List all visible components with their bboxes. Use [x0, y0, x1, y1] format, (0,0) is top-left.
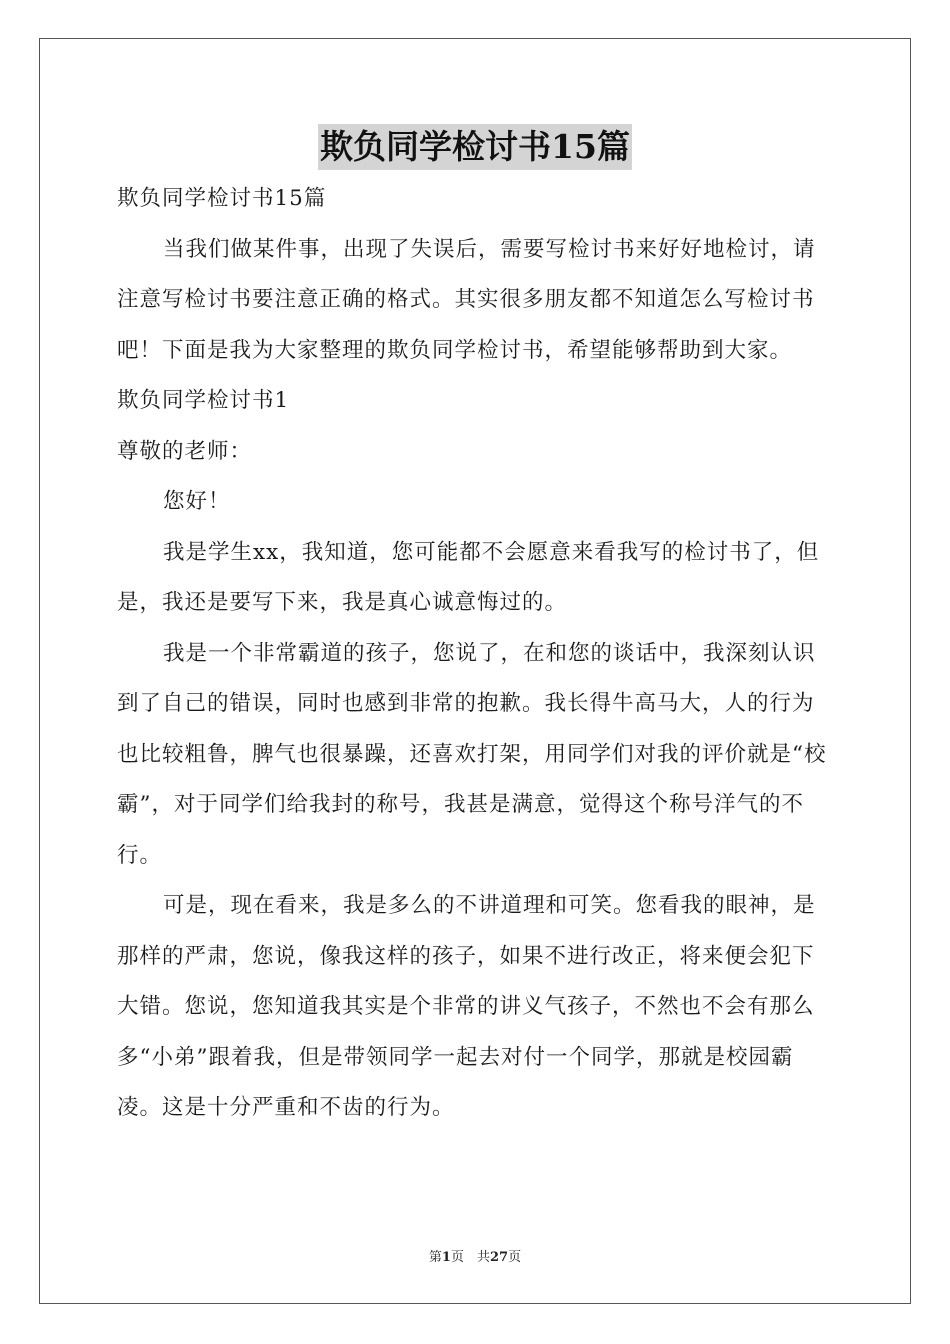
paragraph: 您好！ [163, 489, 231, 514]
page-mid: 页 共 [450, 1250, 490, 1265]
paragraph: 尊敬的老师： [117, 438, 253, 464]
paragraph: 我是一个非常霸道的孩子，您说了，在和您的谈话中，我深刻认识到了自己的错误，同时也感到非常的抱歉。我长得牛高马大，人的行为也比较粗鲁，脾气也很暴躁，还喜欢打架，用同学们对我的评价就是“校霸”，对于同学们给我封的称号，我甚是满意，觉得这个称号洋气的不行。 [117, 640, 827, 868]
title-container [0, 124, 950, 170]
paragraph: 当我们做某件事，出现了失误后，需要写检讨书来好好地检讨，请注意写检讨书要注意正确的格式。其实很多朋友都不知道怎么写检讨书吧！下面是我为大家整理的欺负同学检讨书，希望能够帮助到大家。 [117, 236, 816, 363]
page-prefix: 第 [428, 1250, 442, 1265]
page-footer [0, 1246, 950, 1265]
paragraph: 欺负同学检讨书1 [117, 388, 290, 413]
page-total: 27 [489, 1250, 509, 1265]
paragraph-list [117, 225, 833, 1134]
paragraph: 我是学生xx，我知道，您可能都不会愿意来看我写的检讨书了，但是，我还是要写下来，我是真心诚意悔过的。 [117, 539, 820, 615]
document-title: 欺负同学检讨书15篇 [318, 124, 632, 170]
page-current: 1 [441, 1250, 451, 1265]
document-body [117, 174, 833, 1134]
page-suffix: 页 [508, 1250, 522, 1265]
document-subtitle: 欺负同学检讨书15篇 [117, 186, 327, 211]
paragraph: 可是，现在看来，我是多么的不讲道理和可笑。您看我的眼神，是那样的严肃，您说，像我这样的孩子，如果不进行改正，将来便会犯下大错。您说，您知道我其实是个非常的讲义气孩子，不然也不会有那么多“小弟”跟着我，但是带领同学一起去对付一个同学，那就是校园霸凌。这是十分严重和不齿的行为。 [117, 893, 816, 1120]
